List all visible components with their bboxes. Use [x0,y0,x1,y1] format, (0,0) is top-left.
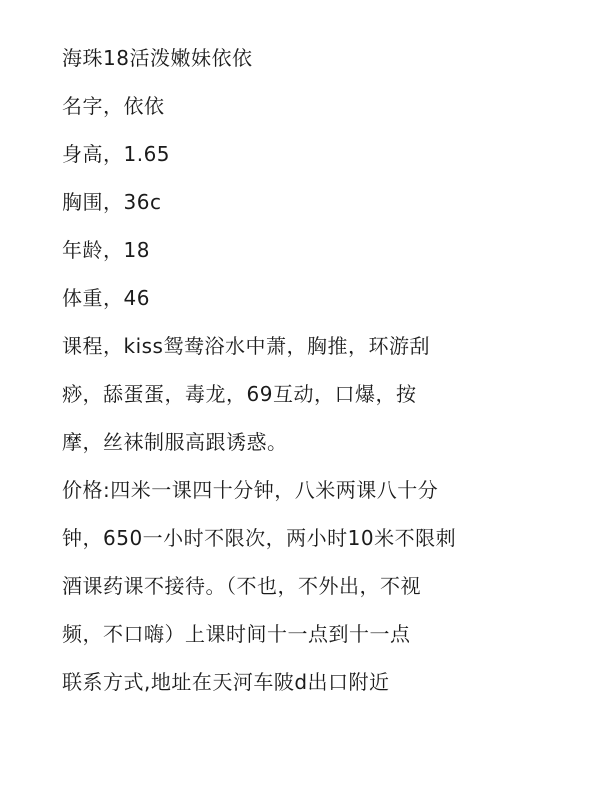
document-line: 钟，650一小时不限次，两小时10米不限刺 [62,526,457,550]
document-line: 体重，46 [62,286,150,310]
document-line: 胸围，36c [62,190,162,214]
document-line: 年龄，18 [62,238,150,262]
document-line: 课程，kiss鸳鸯浴水中萧，胸推，环游刮 [62,334,430,358]
document-line: 联系方式,地址在天河车陂d出口附近 [62,670,390,694]
document-line: 身高，1.65 [62,142,171,166]
document-line: 痧，舔蛋蛋，毒龙，69互动，口爆，按 [62,382,417,406]
document-title: 海珠18活泼嫩妹依依 [62,46,253,70]
document-line: 酒课药课不接待。（不也，不外出，不视 [62,574,421,598]
document-line: 名字，依依 [62,94,165,118]
document-line: 摩，丝袜制服高跟诱惑。 [62,430,288,454]
document-line: 频，不口嗨）上课时间十一点到十一点 [62,622,411,646]
document-body [62,82,586,706]
document-line: 价格:四米一课四十分钟，八米两课八十分 [62,478,439,502]
